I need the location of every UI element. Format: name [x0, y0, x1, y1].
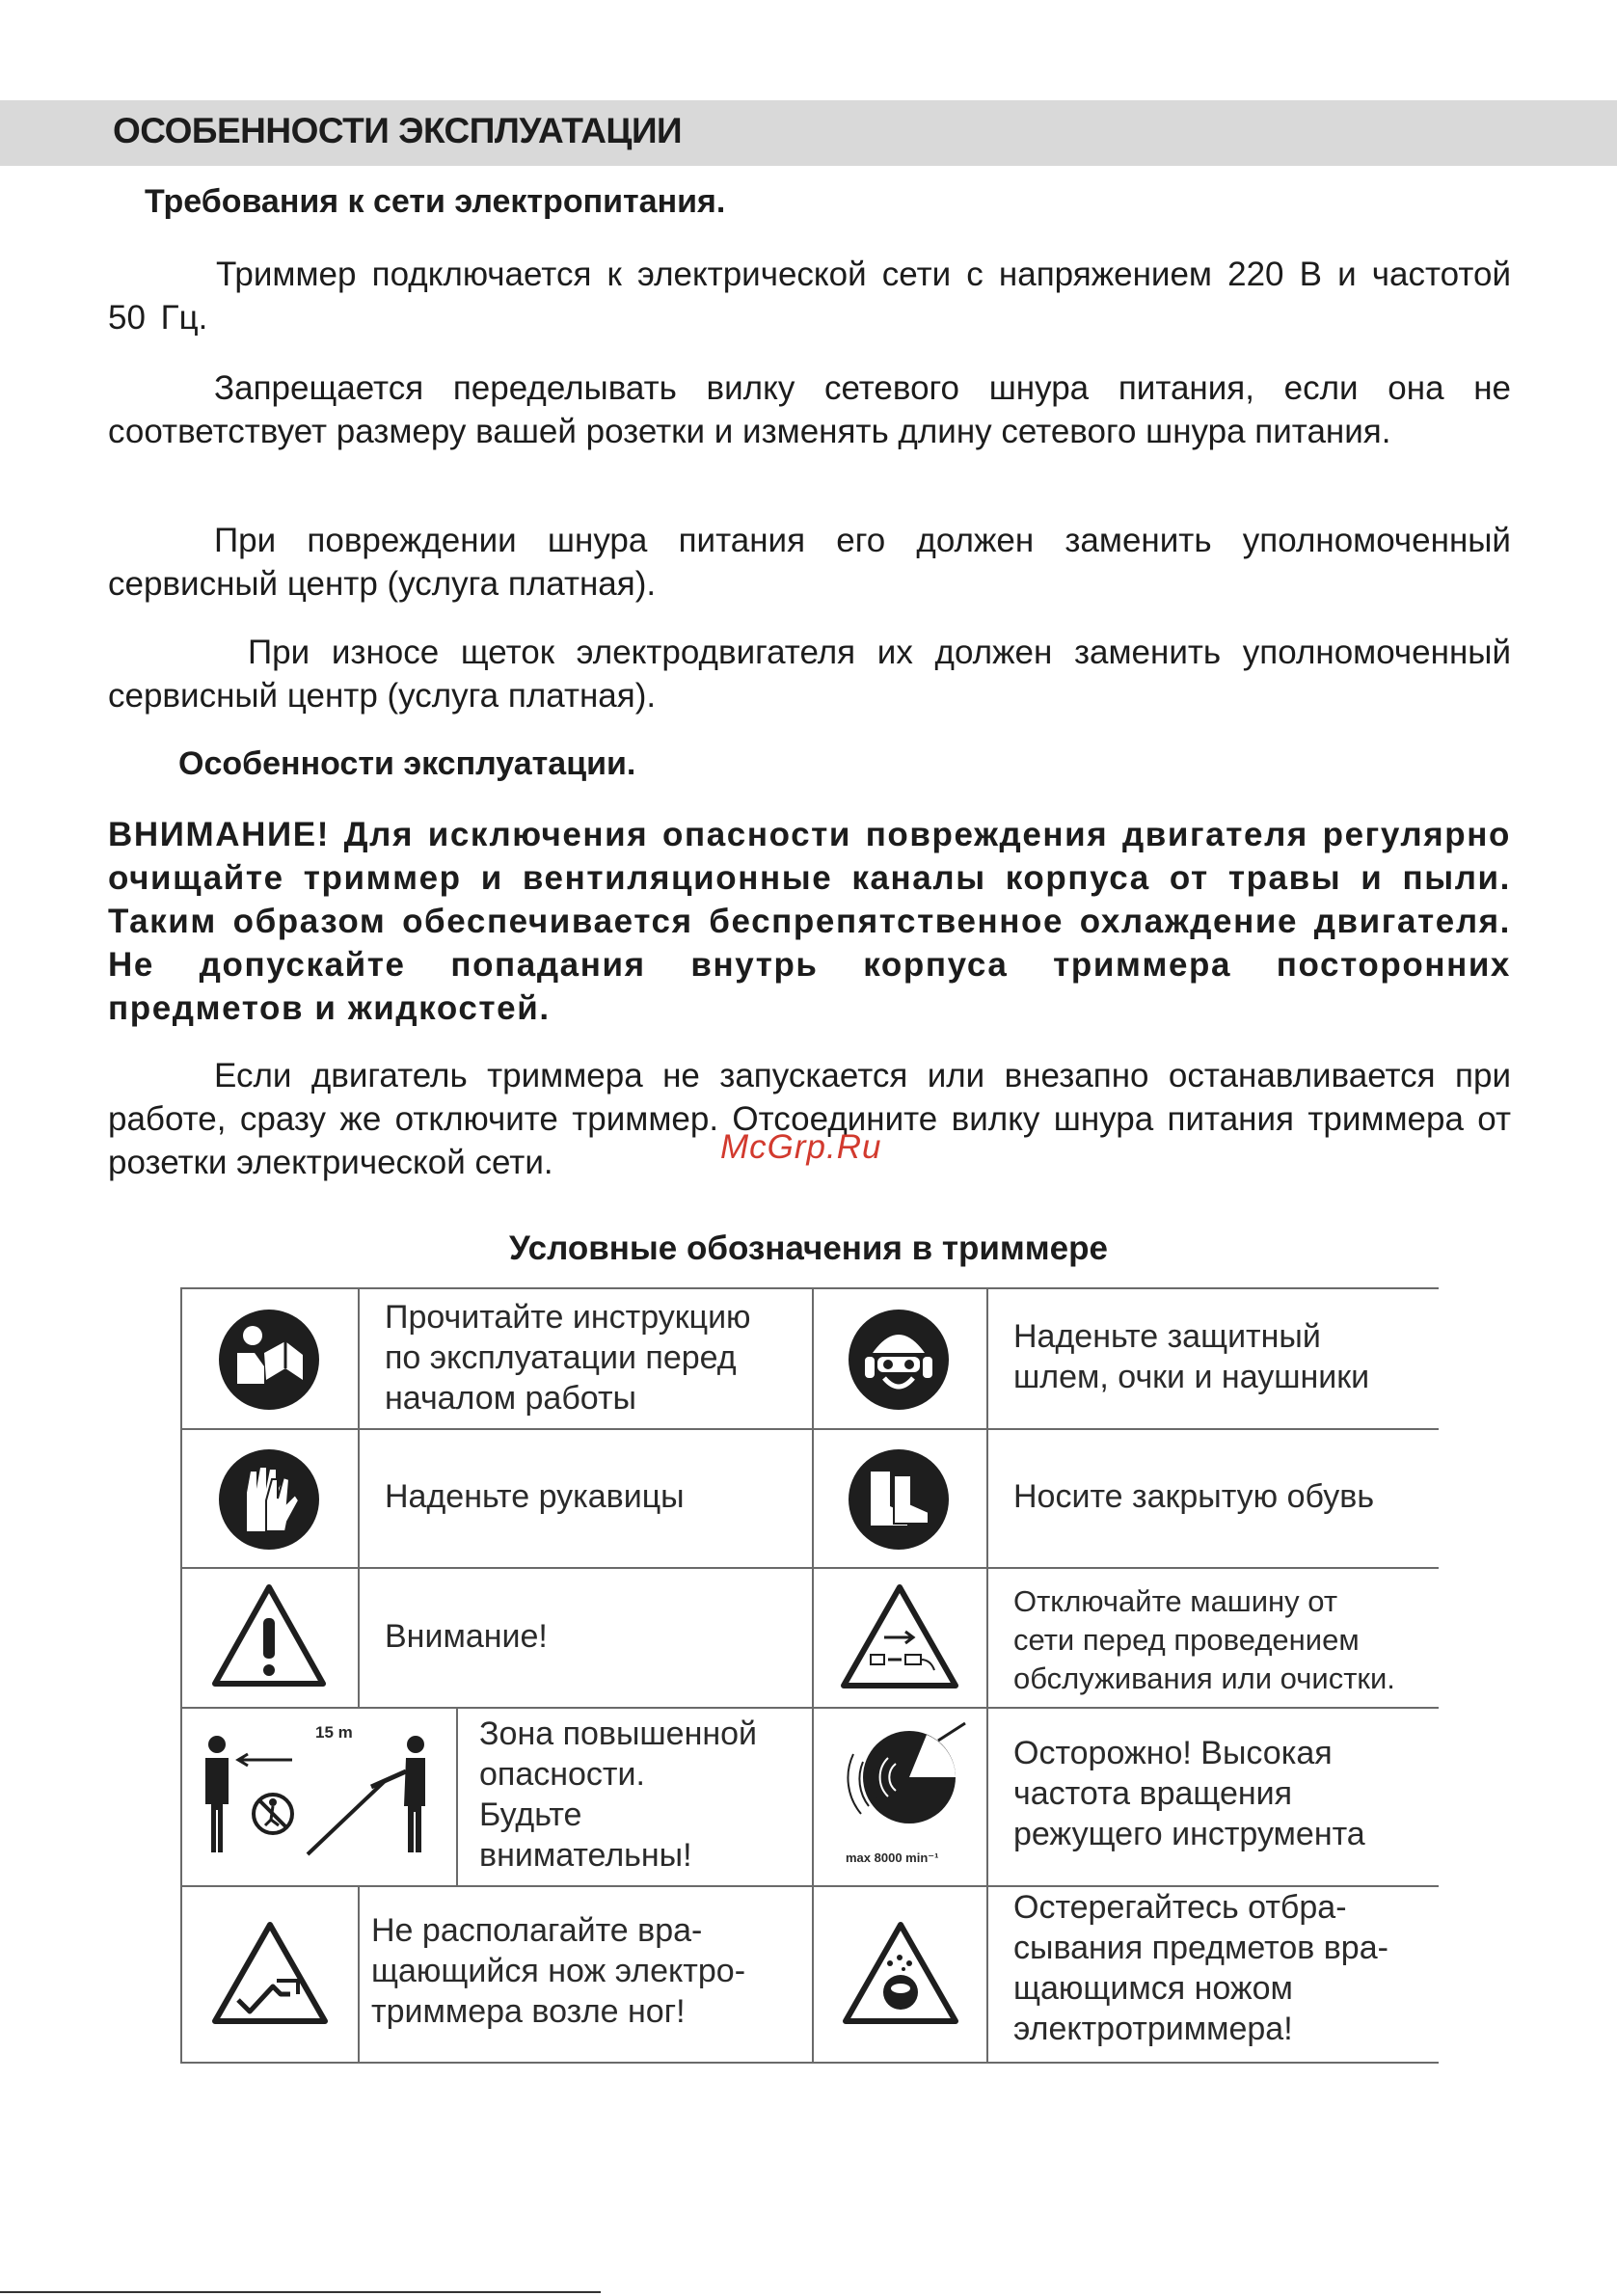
section-title-operation: Особенности эксплуатации. — [178, 745, 636, 782]
symbol-text-line: Осторожно! Высокая — [1013, 1735, 1333, 1771]
symbol-text-line: Наденьте защитный — [1013, 1318, 1321, 1355]
symbol-text-line: сывания предметов вра- — [1013, 1930, 1388, 1966]
warning-exclamation-icon — [209, 1581, 329, 1691]
paragraph-voltage: Триммер подключается к электрической сети с напряжением 220 В и частотой 50 Гц. — [108, 256, 1511, 337]
paragraph-motor-stops: Если двигатель триммера не запускается или внезапно останавливается при работе, сразу же отключите триммер. Отсоедините вилку шнура питания триммера от розетки электрической сети. — [108, 1057, 1511, 1181]
paragraph-brushes: При износе щеток электродвигателя их должен заменить уполномоченный сервисный центр (услуга платная). — [108, 634, 1511, 715]
watermark: McGrp.Ru — [720, 1128, 882, 1166]
distance-label: 15 m — [315, 1723, 353, 1742]
thrown-objects-icon — [840, 1919, 961, 2029]
rotation-speed-icon — [832, 1719, 973, 1833]
unplug-warning-icon — [838, 1581, 961, 1693]
paragraph-plug: Запрещается переделывать вилку сетевого шнура питания, если она не соответствует размеру вашей розетки и изменять длину сетевого шнура питания. — [108, 369, 1511, 450]
symbol-text-line: шлем, очки и наушники — [1013, 1359, 1370, 1395]
symbol-text-line: триммера возле ног! — [371, 1993, 686, 2030]
symbol-text-line: режущего инструмента — [1013, 1816, 1365, 1852]
speed-label: max 8000 min⁻¹ — [846, 1850, 939, 1865]
section-title-power: Требования к сети электропитания. — [145, 183, 726, 220]
symbol-text-line: щающийся нож электро- — [371, 1953, 746, 1989]
symbol-text-line: электротриммера! — [1013, 2011, 1293, 2047]
symbol-text-line: по эксплуатации перед — [385, 1339, 737, 1376]
symbol-text-line: Носите закрытую обувь — [1013, 1478, 1375, 1515]
symbol-text-line: Остерегайтесь отбра- — [1013, 1889, 1347, 1926]
symbol-text-line: Будьте — [479, 1796, 582, 1833]
symbol-text-line: Наденьте рукавицы — [385, 1478, 685, 1515]
symbol-text-line: щающимся ножом — [1013, 1970, 1293, 2007]
boots-icon — [846, 1446, 952, 1553]
symbol-text-line: Прочитайте инструкцию — [385, 1299, 751, 1336]
gloves-icon — [216, 1446, 322, 1553]
symbol-text-line: Отключайте машину от — [1013, 1584, 1338, 1618]
symbols-table — [180, 1287, 1439, 2064]
helmet-goggles-earmuffs-icon — [846, 1307, 952, 1413]
symbol-text-line: частота вращения — [1013, 1775, 1293, 1812]
symbol-text-line: Не располагайте вра- — [371, 1912, 703, 1949]
danger-zone-icon — [192, 1729, 445, 1864]
blade-near-feet-icon — [209, 1919, 331, 2029]
symbols-table-title: Условные обозначения в триммере — [509, 1229, 1108, 1267]
paragraph-cord: При повреждении шнура питания его должен заменить уполномоченный сервисный центр (услуга платная). — [108, 522, 1511, 603]
page-title: ОСОБЕННОСТИ ЭКСПЛУАТАЦИИ — [113, 111, 683, 150]
read-manual-icon — [216, 1307, 322, 1413]
symbol-text-line: Внимание! — [385, 1618, 548, 1655]
symbol-text-line: обслуживания или очистки. — [1013, 1661, 1395, 1695]
symbol-text-line: опасности. — [479, 1756, 645, 1793]
symbol-text-line: началом работы — [385, 1380, 636, 1417]
footer-rule — [0, 2291, 601, 2293]
warning-paragraph: ВНИМАНИЕ! Для исключения опасности повреждения двигателя регулярно очищайте триммер и вентиляционные каналы корпуса от травы и пыли. Таким образом обеспечивается беспрепятственное охлаждение двигателя. Не допускайте попадания внутрь корпуса триммера посторонних предметов и жидкостей. — [108, 816, 1511, 1027]
symbol-text-line: Зона повышенной — [479, 1715, 758, 1752]
symbol-text-line: сети перед проведением — [1013, 1623, 1360, 1657]
symbol-text-line: внимательны! — [479, 1837, 692, 1874]
